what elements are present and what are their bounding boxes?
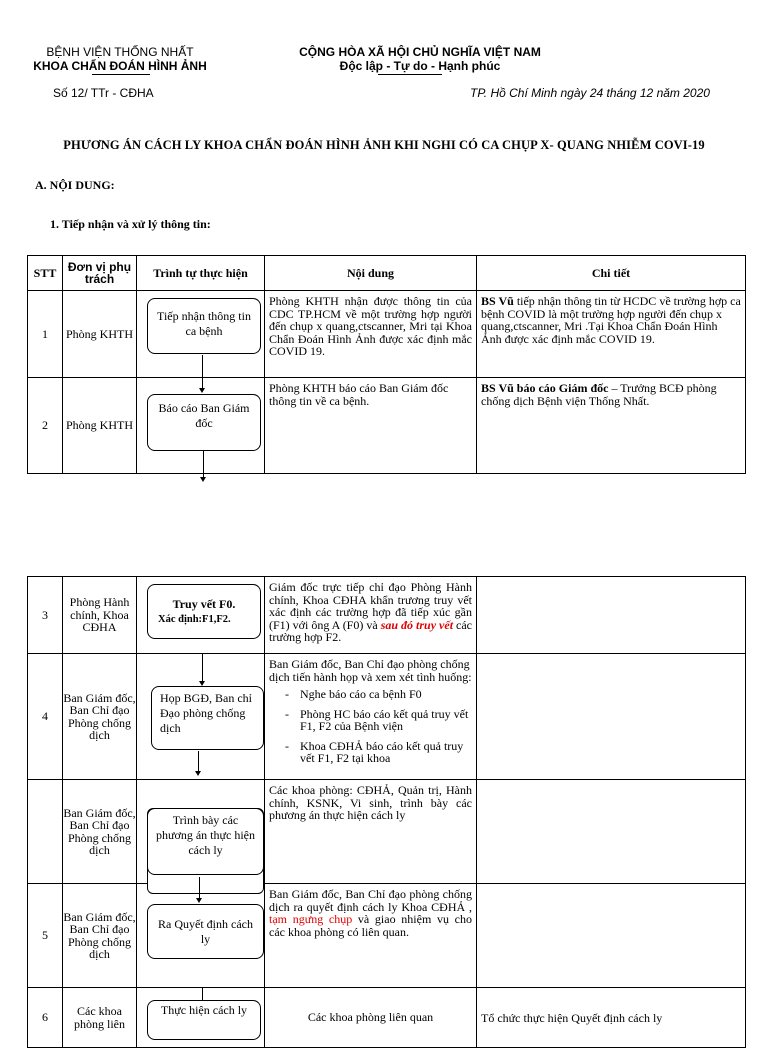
row-unit: Phòng KHTH bbox=[63, 291, 137, 378]
flow-box-isolation-decision: Ra Quyết định cách ly bbox=[147, 904, 264, 959]
header-content: Nội dung bbox=[265, 256, 477, 291]
content-text: Ban Giám đốc, Ban Chỉ đạo phòng chống dịch tiến hành họp và xem xét tình huống: bbox=[269, 657, 472, 684]
department-underline bbox=[92, 74, 150, 75]
content-text: các trường hợp F2. bbox=[269, 617, 473, 644]
row-stt: 4 bbox=[28, 654, 63, 780]
procedure-table-part2 bbox=[27, 576, 746, 1048]
place-date: TP. Hồ Chí Minh ngày 24 tháng 12 năm 2020 bbox=[470, 86, 710, 100]
flow-box-present-plans: Trình bày các phương án thực hiện cách ly bbox=[147, 808, 264, 875]
row-content: Phòng KHTH báo cáo Ban Giám đốc thông tin về ca bệnh. bbox=[265, 378, 477, 474]
row-unit: Phòng KHTH bbox=[63, 378, 137, 474]
row-unit: Ban Giám đốc, Ban Chỉ đạo Phòng chống dịch bbox=[63, 780, 137, 884]
content-bullet-list bbox=[269, 688, 472, 765]
section-a-heading: A. NỘI DUNG: bbox=[35, 178, 115, 192]
section-1-heading: 1. Tiếp nhận và xử lý thông tin: bbox=[50, 217, 211, 231]
row-unit: Ban Giám đốc, Ban Chỉ đạo Phòng chống dịch bbox=[63, 884, 137, 988]
table-row bbox=[28, 884, 746, 988]
document-title: PHƯƠNG ÁN CÁCH LY KHOA CHẨN ĐOÁN HÌNH ẢNH KHI NGHI CÓ CA CHỤP X- QUANG NHIỄM COVI-19 bbox=[63, 138, 705, 152]
flow-box-receive-info: Tiếp nhận thông tin ca bệnh bbox=[147, 298, 261, 354]
row-stt: 5 bbox=[28, 884, 63, 988]
header-step: Trình tự thực hiện bbox=[137, 256, 265, 291]
flow-connector bbox=[202, 988, 203, 1000]
flow-box-title: Truy vết F0. bbox=[172, 597, 236, 611]
row-detail bbox=[477, 780, 746, 884]
row-detail bbox=[477, 291, 746, 378]
content-text: Ban Giám đốc, Ban Chỉ đạo phòng chống dịch ra quyết định cách ly Khoa CĐHẢ , bbox=[269, 887, 472, 914]
header-stt: STT bbox=[28, 256, 63, 291]
detail-text: – Trưởng BCĐ phòng chống dịch Bệnh viện Thống Nhất. bbox=[481, 381, 717, 408]
flow-arrow-icon bbox=[200, 477, 206, 482]
flow-connector bbox=[203, 451, 204, 477]
row-content bbox=[265, 577, 477, 654]
detail-text: tiếp nhận thông tin từ HCDC về trường hợp ca bệnh COVID là một trường hợp người đến chụp x quang,ctscanner, Mri .Tại Khoa Chẩn Đoán Hình Ảnh được xác định mắc COVID 19. bbox=[481, 294, 741, 346]
content-text: Giám đốc trực tiếp chỉ đạo Phòng Hành chính, Khoa CĐHA khẩn trương truy vết xác định các trường hợp đã tiếp xúc gần (F1) với ông A (F0) và bbox=[269, 580, 472, 632]
content-highlight: tạm ngưng chụp bbox=[269, 912, 353, 926]
detail-bold: BS Vũ bbox=[481, 294, 514, 308]
row-stt: 2 bbox=[28, 378, 63, 474]
flow-box-subtitle: Xác định:F1,F2. bbox=[158, 614, 231, 625]
row-stt: 3 bbox=[28, 577, 63, 654]
list-item: - Phòng HC báo cáo kết quả truy vết F1, F2 của Bệnh viện bbox=[285, 708, 472, 733]
flow-arrow-icon bbox=[196, 898, 202, 903]
flow-arrow-icon bbox=[195, 771, 201, 776]
table-row bbox=[28, 577, 746, 654]
row-stt bbox=[28, 780, 63, 884]
flow-box-trace-f0 bbox=[147, 584, 261, 639]
table-header-row bbox=[28, 256, 746, 291]
row-detail: Tổ chức thực hiện Quyết định cách ly bbox=[477, 988, 746, 1048]
flow-arrow-icon bbox=[199, 388, 205, 393]
flow-connector bbox=[198, 751, 199, 772]
row-stt: 1 bbox=[28, 291, 63, 378]
row-content: Phòng KHTH nhận được thông tin của CDC TP.HCM về một trường hợp người đến chụp x quang,ctscanner, Mri tại Khoa Chẩn Đoán Hình Ảnh được xác định mắc COVID 19. bbox=[265, 291, 477, 378]
header-unit: Đơn vị phụ trách bbox=[63, 256, 137, 291]
row-content bbox=[265, 654, 477, 780]
document-number: Số 12/ TTr - CĐHA bbox=[53, 86, 154, 100]
content-text: và giao nhiệm vụ cho các khoa phòng có liên quan. bbox=[269, 912, 472, 939]
row-content: Các khoa phòng liên quan bbox=[265, 988, 477, 1048]
row-unit: Các khoa phòng liên bbox=[63, 988, 137, 1048]
row-unit: Ban Giám đốc, Ban Chỉ đạo Phòng chống dịch bbox=[63, 654, 137, 780]
list-item: - Khoa CĐHẢ báo cáo kết quả truy vết F1, F2 tại khoa bbox=[285, 740, 472, 765]
row-detail bbox=[477, 378, 746, 474]
flow-box-meeting: Họp BGĐ, Ban chỉ Đạo phòng chống dịch bbox=[151, 686, 264, 750]
header-detail: Chi tiết bbox=[477, 256, 746, 291]
table-row bbox=[28, 654, 746, 780]
row-content: Các khoa phòng: CĐHẢ, Quản trị, Hành chính, KSNK, Vi sinh, trình bày các phương án thực hiện cách ly bbox=[265, 780, 477, 884]
table-row bbox=[28, 291, 746, 378]
flow-box-implement-isolation: Thực hiện cách ly bbox=[147, 1000, 261, 1040]
row-detail bbox=[477, 577, 746, 654]
table-row bbox=[28, 780, 746, 884]
flow-connector bbox=[202, 653, 203, 681]
content-highlight: sau đó truy vết bbox=[380, 617, 454, 632]
motto-underline bbox=[378, 74, 442, 75]
procedure-table-part1 bbox=[27, 255, 746, 474]
row-stt: 6 bbox=[28, 988, 63, 1048]
table-row bbox=[28, 378, 746, 474]
detail-bold: BS Vũ báo cáo Giám đốc bbox=[481, 381, 609, 395]
hospital-name: BỆNH VIỆN THỐNG NHẤT bbox=[46, 45, 194, 59]
table-row bbox=[28, 988, 746, 1048]
flow-box-report-director: Báo cáo Ban Giám đốc bbox=[147, 394, 261, 451]
republic-name: CỘNG HÒA XÃ HỘI CHỦ NGHĨA VIỆT NAM bbox=[299, 45, 541, 59]
row-content bbox=[265, 884, 477, 988]
row-detail bbox=[477, 654, 746, 780]
motto: Độc lập - Tự do - Hạnh phúc bbox=[339, 59, 501, 73]
row-unit: Phòng Hành chính, Khoa CĐHA bbox=[63, 577, 137, 654]
department-name: KHOA CHẨN ĐOÁN HÌNH ẢNH bbox=[33, 59, 207, 73]
row-detail bbox=[477, 884, 746, 988]
list-item: - Nghe báo cáo ca bệnh F0 bbox=[285, 688, 472, 701]
flow-connector bbox=[202, 355, 203, 388]
flow-connector bbox=[199, 877, 200, 900]
